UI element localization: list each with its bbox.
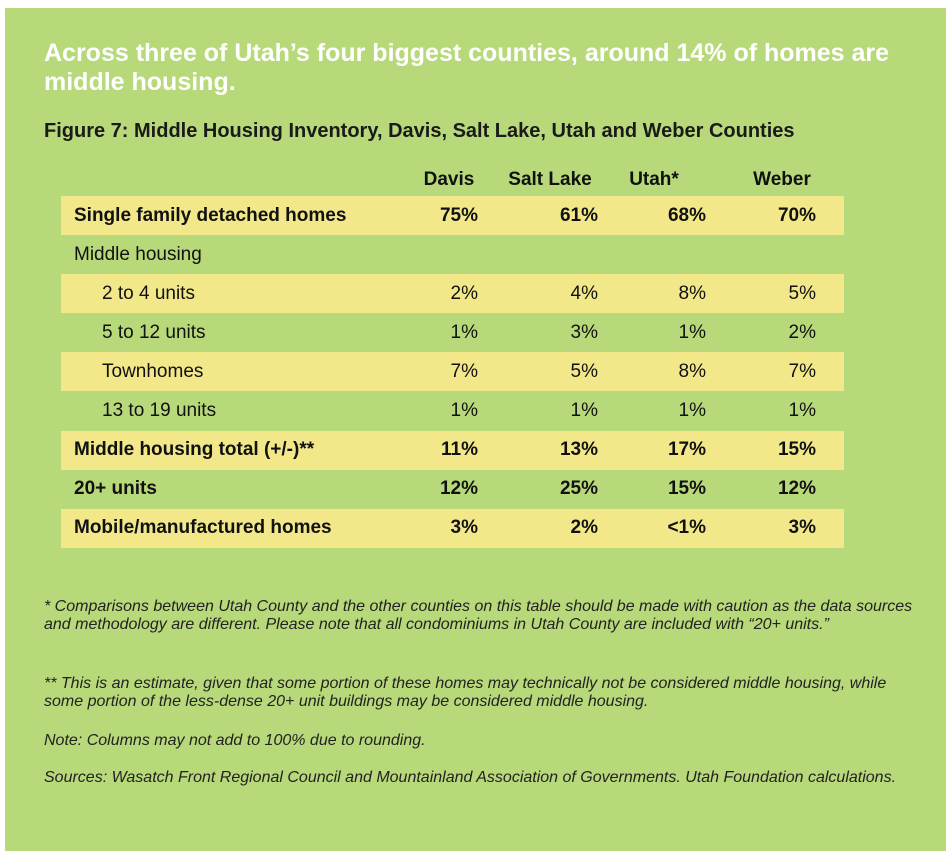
cell-utah: 15% xyxy=(667,478,706,500)
cell-utah: 8% xyxy=(678,360,706,382)
row-label: 20+ units xyxy=(74,478,157,500)
cell-weber: 5% xyxy=(788,282,816,304)
row-label: 13 to 19 units xyxy=(102,400,217,422)
cell-weber: 1% xyxy=(788,400,816,422)
table-row-middle-housing-total xyxy=(61,431,844,470)
figure-title: Figure 7: Middle Housing Inventory, Davis, Salt Lake, Utah and Weber Counties xyxy=(44,120,795,142)
cell-davis: 1% xyxy=(450,400,478,422)
headline: Across three of Utah’s four biggest counties, around 14% of homes are middle housing. xyxy=(44,39,890,96)
cell-utah: 68% xyxy=(667,204,706,226)
column-header-davis: Davis xyxy=(423,168,475,190)
column-header-weber: Weber xyxy=(753,168,811,190)
cell-salt-lake: 4% xyxy=(570,282,598,304)
cell-salt-lake: 3% xyxy=(570,321,598,343)
table-row-single-family xyxy=(61,196,844,235)
cell-utah: 1% xyxy=(678,321,706,343)
cell-salt-lake: 13% xyxy=(559,439,598,461)
table-header-row xyxy=(61,163,844,196)
cell-davis: 1% xyxy=(450,321,478,343)
cell-salt-lake: 61% xyxy=(559,204,598,226)
cell-salt-lake: 2% xyxy=(570,517,598,539)
table-row-2-to-4-units xyxy=(61,274,844,313)
cell-weber: 3% xyxy=(788,517,816,539)
cell-weber: 2% xyxy=(788,321,816,343)
footnote-utah-caution: * Comparisons between Utah County and the other counties on this table should be made with caution as the data sources and methodology are different. Please note that all condominiums in Utah County are included with “20+ units.” xyxy=(44,598,913,633)
row-label: Single family detached homes xyxy=(74,204,347,226)
cell-davis: 2% xyxy=(450,282,478,304)
table-row-mobile-manufactured xyxy=(61,509,844,548)
cell-utah: 8% xyxy=(678,282,706,304)
table-row-13-to-19-units xyxy=(61,391,844,430)
row-label: 5 to 12 units xyxy=(102,321,206,343)
cell-davis: 7% xyxy=(450,360,478,382)
cell-davis: 12% xyxy=(439,478,478,500)
cell-utah: 17% xyxy=(667,439,706,461)
cell-davis: 11% xyxy=(441,439,478,461)
cell-utah: <1% xyxy=(667,517,706,539)
row-label: Mobile/manufactured homes xyxy=(74,517,332,539)
row-label: 2 to 4 units xyxy=(102,282,195,304)
cell-weber: 7% xyxy=(788,360,816,382)
column-header-salt-lake: Salt Lake xyxy=(508,168,592,190)
cell-salt-lake: 25% xyxy=(559,478,598,500)
row-label: Middle housing total (+/-)** xyxy=(74,439,315,461)
cell-weber: 70% xyxy=(777,204,816,226)
cell-weber: 12% xyxy=(777,478,816,500)
column-header-utah: Utah* xyxy=(629,168,679,190)
cell-utah: 1% xyxy=(678,400,706,422)
note-rounding: Note: Columns may not add to 100% due to rounding. xyxy=(44,732,426,749)
table-row-middle-housing xyxy=(61,235,844,274)
cell-salt-lake: 5% xyxy=(570,360,598,382)
cell-davis: 3% xyxy=(450,517,478,539)
cell-weber: 15% xyxy=(777,439,816,461)
table-row-townhomes xyxy=(61,352,844,391)
table-row-20-plus-units xyxy=(61,470,844,509)
cell-davis: 75% xyxy=(439,204,478,226)
cell-salt-lake: 1% xyxy=(570,400,598,422)
footnote-estimate: ** This is an estimate, given that some portion of these homes may technically not be considered middle housing, while some portion of the less-dense 20+ unit buildings may be considered middle housing. xyxy=(44,675,887,710)
table-row-5-to-12-units xyxy=(61,313,844,352)
row-label: Townhomes xyxy=(102,360,204,382)
note-sources: Sources: Wasatch Front Regional Council and Mountainland Association of Governments. Utah Foundation calculations. xyxy=(44,769,897,786)
inventory-table xyxy=(61,163,844,548)
row-label: Middle housing xyxy=(74,243,202,265)
